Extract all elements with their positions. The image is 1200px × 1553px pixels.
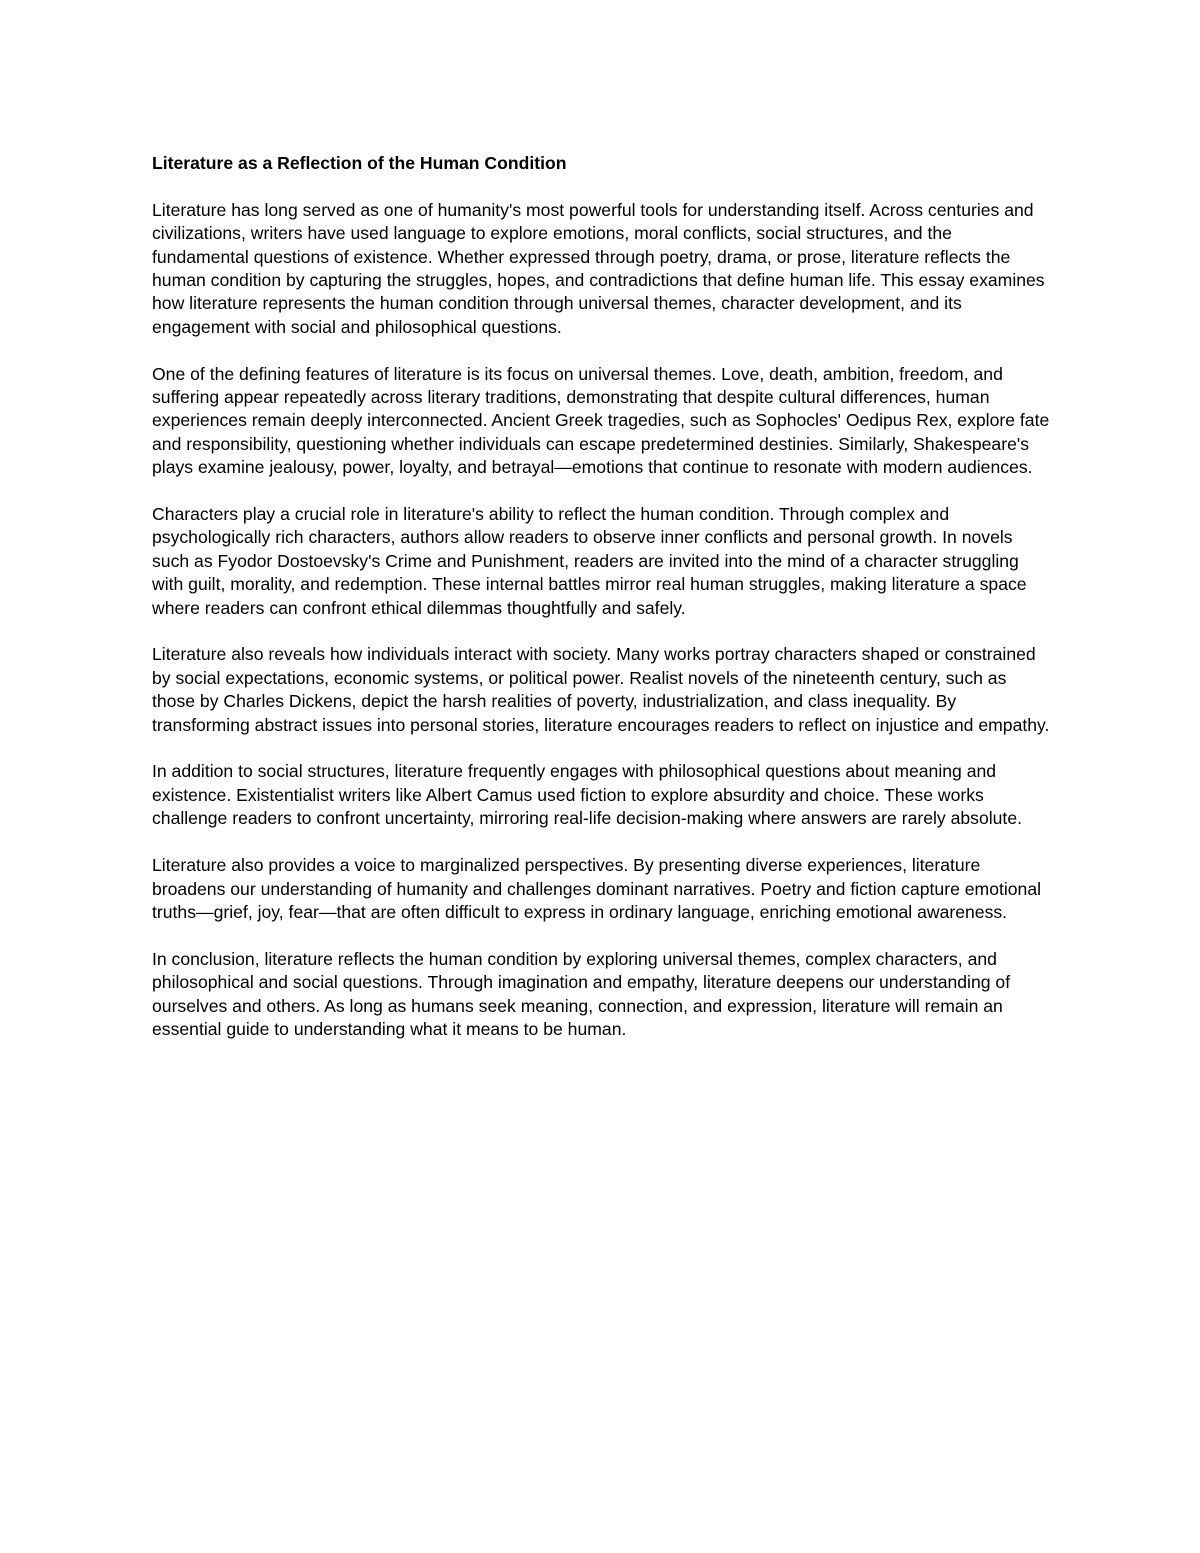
- paragraph-introduction: Literature has long served as one of humanity's most powerful tools for understanding itself. Across centuries and civilizations, writers have used language to explore emotions, moral conflicts, social structures, and the fundamental questions of existence. Whether expressed through poetry, drama, or prose, literature reflects the human condition by capturing the struggles, hopes, and contradictions that define human life. This essay examines how literature represents the human condition through universal themes, character development, and its engagement with social and philosophical questions.: [152, 199, 1045, 337]
- paragraph-universal-themes: One of the defining features of literature is its focus on universal themes. Love, death, ambition, freedom, and suffering appear repeatedly across literary traditions, demonstrating that despite cultural differences, human experiences remain deeply interconnected. Ancient Greek tragedies, such as Sophocles' Oedipus Rex, explore fate and responsibility, questioning whether individuals can escape predetermined destinies. Similarly, Shakespeare's plays examine jealousy, power, loyalty, and betrayal—emotions that continue to resonate with modern audiences.: [152, 363, 1050, 478]
- paragraph-philosophy: In addition to social structures, literature frequently engages with philosophical questions about meaning and existence. Existentialist writers like Albert Camus used fiction to explore absurdity and choice. These works challenge readers to confront uncertainty, mirroring real-life decision-making where answers are rarely absolute.: [152, 761, 1022, 829]
- paragraph-conclusion: In conclusion, literature reflects the human condition by exploring universal themes, complex characters, and philosophical and social questions. Through imagination and empathy, literature deepens our understanding of ourselves and others. As long as humans seek meaning, connection, and expression, literature will remain an essential guide to understanding what it means to be human.: [152, 948, 1011, 1039]
- document-body: [152, 152, 1052, 1041]
- paragraph-characters: Characters play a crucial role in literature's ability to reflect the human condition. Through complex and psychologically rich characters, authors allow readers to observe inner conflicts and personal growth. In novels such as Fyodor Dostoevsky's Crime and Punishment, readers are invited into the mind of a character struggling with guilt, morality, and redemption. These internal battles mirror real human struggles, making literature a space where readers can confront ethical dilemmas thoughtfully and safely.: [152, 504, 1027, 618]
- paragraph-marginalized-voices: Literature also provides a voice to marginalized perspectives. By presenting diverse experiences, literature broadens our understanding of humanity and challenges dominant narratives. Poetry and fiction capture emotional truths—grief, joy, fear—that are often difficult to express in ordinary language, enriching emotional awareness.: [152, 855, 1042, 922]
- document-title: Literature as a Reflection of the Human Condition: [152, 153, 567, 173]
- paragraph-society: Literature also reveals how individuals interact with society. Many works portray characters shaped or constrained by social expectations, economic systems, or political power. Realist novels of the nineteenth century, such as those by Charles Dickens, depict the harsh realities of poverty, industrialization, and class inequality. By transforming abstract issues into personal stories, literature encourages readers to reflect on injustice and empathy.: [152, 644, 1050, 735]
